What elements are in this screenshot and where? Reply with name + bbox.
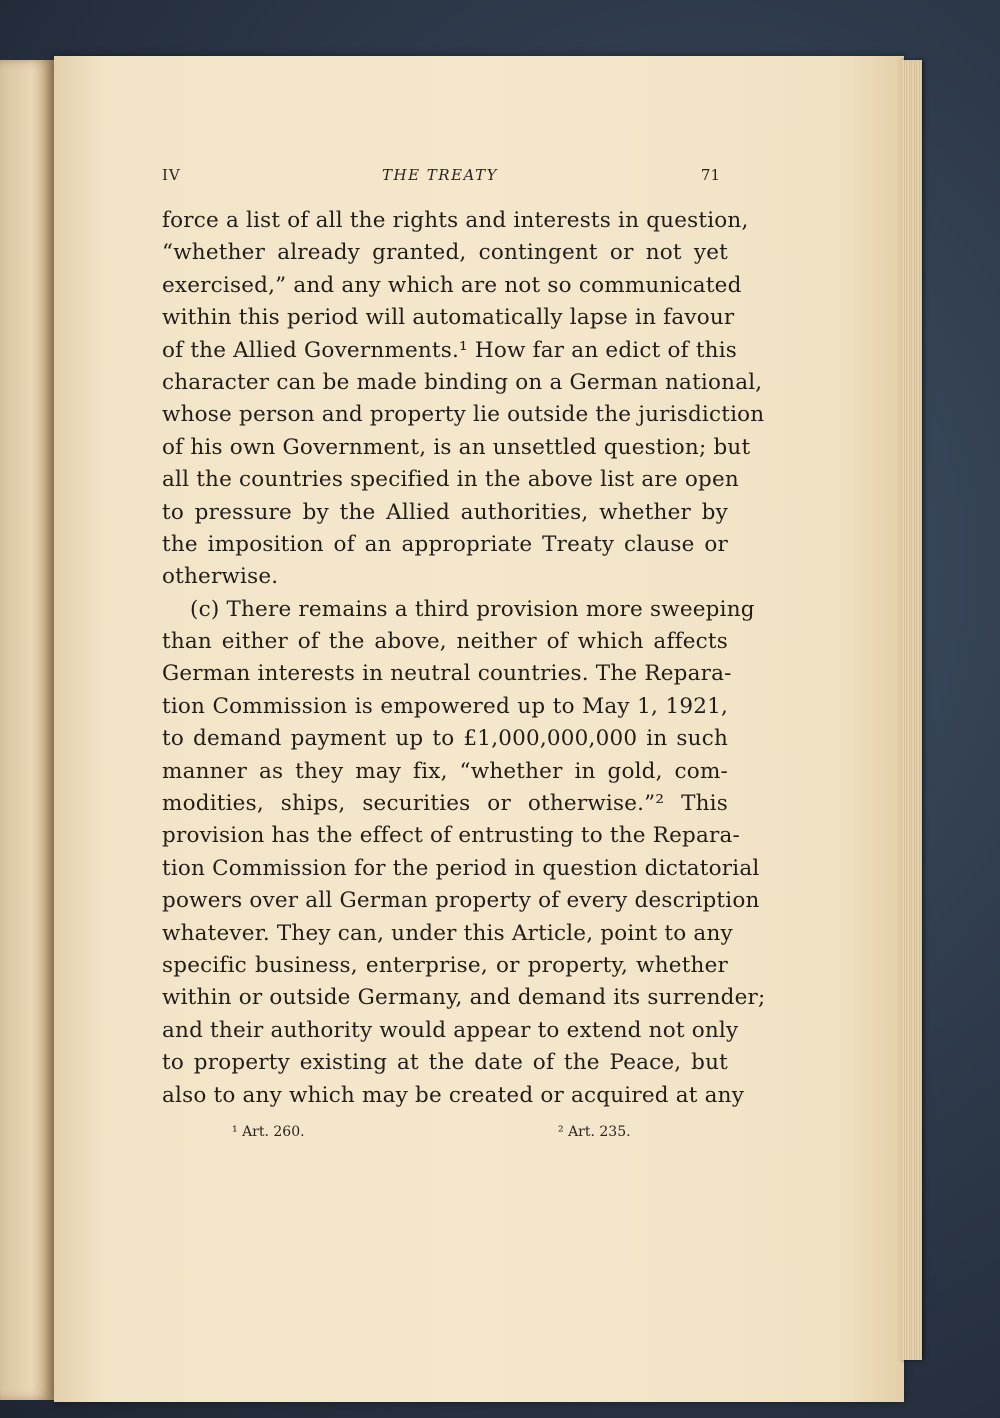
text-line: exercised,” and any which are not so communicated (162, 272, 742, 298)
text-line: within or outside Germany, and demand its surrender; (162, 985, 766, 1011)
text-line: than either of the above, neither of which affects (162, 629, 728, 655)
footnote-1: ¹ Art. 260. (232, 1124, 305, 1140)
text-line: manner as they may fix, “whether in gold, com- (162, 758, 728, 784)
text-line: of his own Government, is an unsettled question; but (162, 434, 751, 460)
text-line: the imposition of an appropriate Treaty clause or (162, 531, 728, 557)
text-line: otherwise. (162, 564, 279, 590)
text-line: force a list of all the rights and interests in question, (162, 208, 749, 233)
text-line: to property existing at the date of the Peace, but (162, 1050, 728, 1076)
text-line: “whether already granted, contingent or not yet (162, 240, 728, 266)
page-stack-edge (900, 60, 922, 1360)
text-line: modities, ships, securities or otherwise.”² This (162, 791, 728, 817)
text-line: to pressure by the Allied authorities, whether by (162, 499, 728, 525)
text-line: tion Commission is empowered up to May 1, 1921, (162, 693, 728, 719)
text-line: specific business, enterprise, or property, whether (162, 952, 728, 978)
left-page-edge (0, 60, 54, 1400)
footnote-2: ² Art. 235. (558, 1124, 631, 1140)
body-text (162, 205, 766, 1112)
running-head (160, 166, 720, 190)
text-line: whose person and property lie outside the jurisdiction (162, 402, 765, 428)
text-line: German interests in neutral countries. The Repara- (162, 661, 732, 687)
text-line: character can be made binding on a German national, (162, 369, 763, 395)
text-line: tion Commission for the period in question dictatorial (162, 855, 760, 881)
chapter-title: THE TREATY (382, 166, 498, 184)
text-line: and their authority would appear to extend not only (162, 1017, 739, 1043)
text-line: powers over all German property of every description (162, 888, 760, 914)
chapter-number: IV (162, 166, 181, 184)
text-line: whatever. They can, under this Article, point to any (162, 920, 733, 946)
text-line: provision has the effect of entrusting to the Repara- (162, 823, 740, 849)
page-number: 71 (700, 166, 720, 184)
text-line: to demand payment up to £1,000,000,000 in such (162, 726, 728, 752)
text-line: also to any which may be created or acquired at any (162, 1082, 745, 1108)
footnotes (160, 1124, 726, 1148)
text-line: within this period will automatically lapse in favour (162, 305, 735, 331)
text-line: of the Allied Governments.¹ How far an edict of this (162, 337, 738, 363)
text-line: all the countries specified in the above list are open (162, 467, 739, 493)
text-line: (c) There remains a third provision more sweeping (190, 596, 755, 622)
